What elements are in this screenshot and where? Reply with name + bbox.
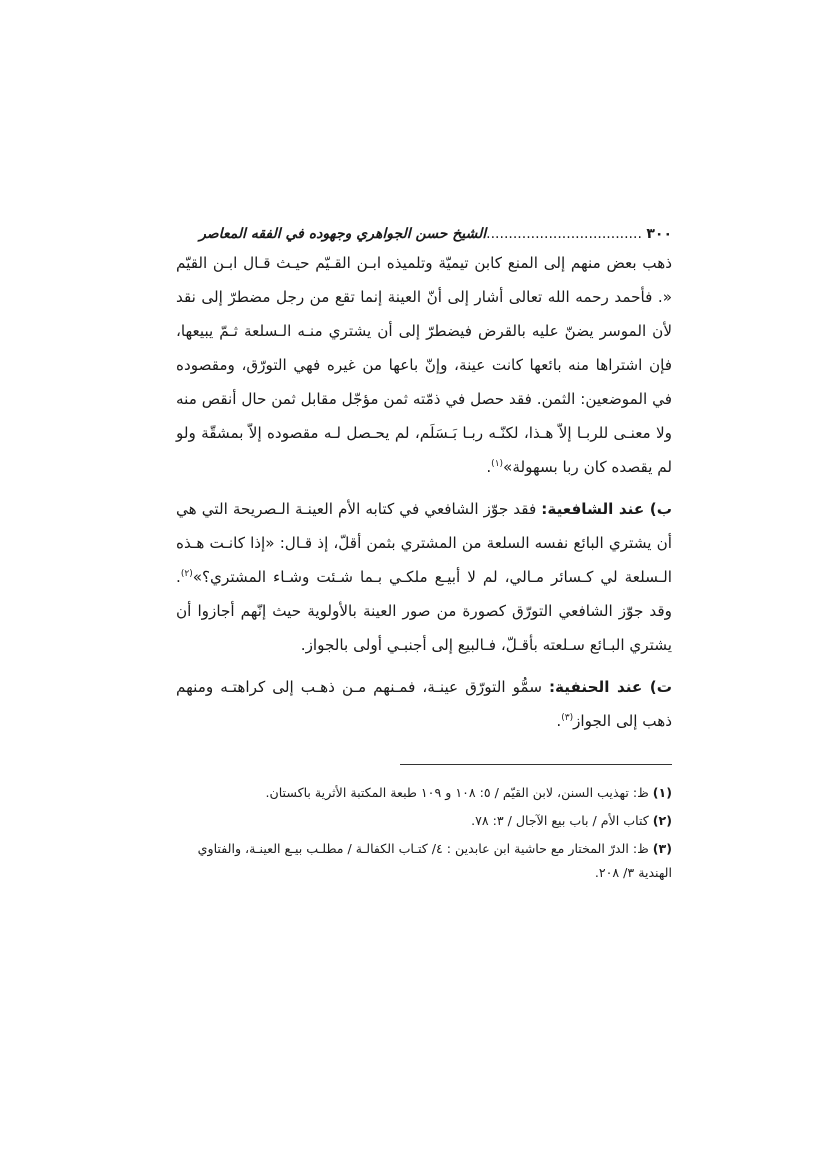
footnote-text: ظ: تهذيب السنن، لابن القيّم / ٥: ١٠٨ و ١٠٩ طبعة المكتبة الأثرية باكستان. [265, 785, 649, 800]
paragraph-tail: . وقد جوّز الشافعي التورّق كصورة من صور العينة بالأولوية حيث إنّهم أجازوا أن يشتري البـائع سـلعته بأقـلّ، فـالبيع إلى أجنبـي أولى بالجواز. [176, 568, 672, 654]
footnote-number: (١) [652, 785, 672, 800]
footnote-3 [176, 837, 672, 885]
footnote-number: (٣) [652, 841, 672, 856]
paragraph-tail: . [556, 712, 562, 730]
section-lead-shafii: ب) عند الشافعية: [541, 500, 672, 518]
footnote-1 [176, 781, 672, 805]
paragraph-tail: . [486, 458, 492, 476]
paragraph-text: ذهب بعض منهم إلى المنع كابن تيميّة وتلميذه ابـن القـيّم حيـث قـال ابـن القيّم «. فأحمد رحمه الله تعالى أشار إلى أنّ العينة إنما تقع من رجل مضطرّ إلى نقد لأن الموسر يضنّ عليه بالقرض فيضطرّ إلى أن يشتري منـه الـسلعة ثـمّ يبيعها، فإن اشتراها منه بائعها كانت عينة، وإنّ باعها من غيره فهي التورّق، ومقصوده في الموضعين: الثمن. فقد حصل في ذمّته ثمن مؤجّل مقابل ثمن حال أنقص منه ولا معنـى للربـا إلاّ هـذا، لكنّـه ربـا بَـسَلَم، لم يحـصل لـه مقصوده إلاّ بمشقّة ولو لم يقصده كان ربا بسهولة» [176, 254, 672, 476]
paragraph-2 [176, 492, 672, 662]
paragraph-text: سمُّو التورّق عينـة، فمـنهم مـن ذهـب إلى كراهتـه ومنهم ذهب إلى الجواز [176, 678, 672, 730]
body-text [176, 246, 672, 738]
running-header [176, 222, 672, 246]
paragraph-3 [176, 670, 672, 738]
footnote-ref-1[interactable]: (١) [491, 458, 504, 469]
footnote-ref-2[interactable]: (٢) [180, 568, 193, 579]
running-header-title-group [199, 222, 672, 246]
section-lead-hanafi: ت) عند الحنفية: [548, 678, 673, 696]
footnotes [176, 781, 672, 885]
footnote-number: (٢) [652, 813, 672, 828]
footnote-ref-3[interactable]: (٣) [561, 712, 574, 723]
header-dots: ................................... [486, 226, 642, 242]
footnote-text: كتاب الأم / باب بيع الآجال / ٣: ٧٨. [471, 813, 649, 828]
paragraph-text: فقد جوّز الشافعي في كتابه الأم العينـة الـصريحة التي هي أن يشتري البائع نفسه السلعة من المشتري بثمن أقلّ، إذ قـال: «إذا كانـت هـذه الـسلعة لي كـسائر مـالي، لم لا أبيـع ملكـي بـما شـئت وشـاء المشتري؟» [176, 500, 672, 586]
paragraph-1 [176, 246, 672, 484]
footnote-text: ظ: الدرّ المختار مع حاشية ابن عابدين : ٤/ كتـاب الكفالـة / مطلـب بيـع العينـة، والفتاوي الهندية ٣/ ٢٠٨. [197, 841, 672, 880]
footnote-divider [400, 764, 672, 765]
book-page [176, 222, 672, 889]
footnote-2 [176, 809, 672, 833]
page-number: ٣٠٠ [646, 226, 672, 242]
running-title: الشيخ حسن الجواهري وجهوده في الفقه المعاصر [199, 226, 487, 242]
